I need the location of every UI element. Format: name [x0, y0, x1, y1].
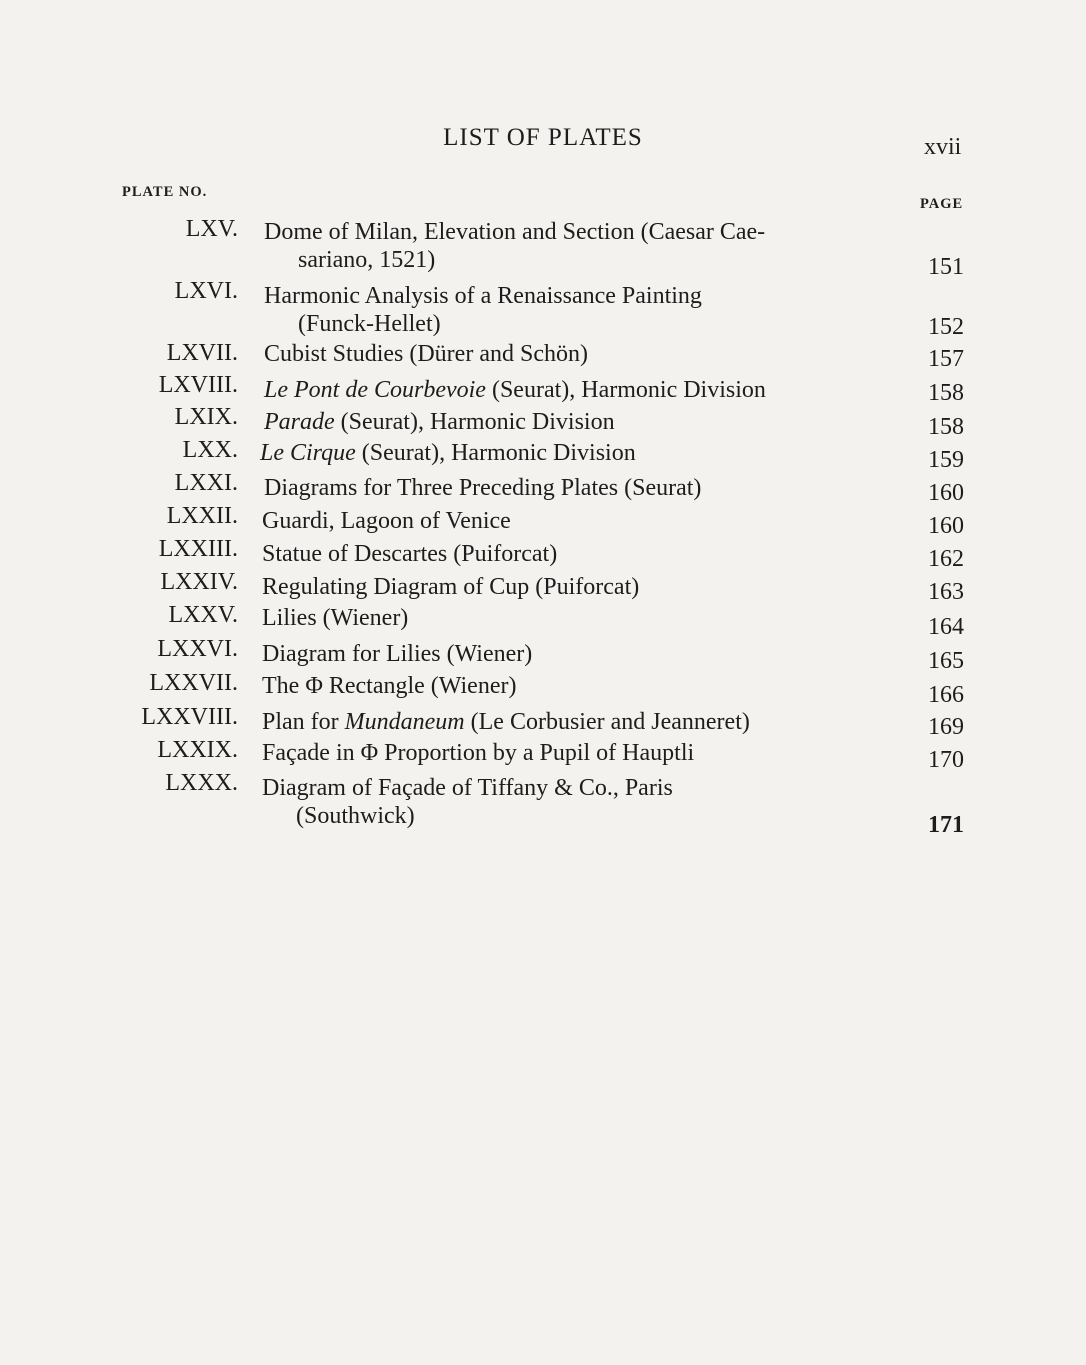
plate-title: Diagrams for Three Preceding Plates (Seurat)	[264, 475, 702, 501]
plate-title: Le Cirque (Seurat), Harmonic Division	[260, 440, 636, 466]
column-header-page: PAGE	[920, 196, 964, 212]
plate-number: LXXIII.	[158, 536, 238, 562]
column-header-plate: PLATE NO.	[122, 184, 208, 200]
plate-title: Regulating Diagram of Cup (Puiforcat)	[262, 574, 640, 600]
plate-number: LXXVII.	[149, 670, 238, 696]
plate-title: Guardi, Lagoon of Venice	[262, 508, 511, 534]
plate-page: 163	[928, 579, 964, 605]
plate-number: LXXV.	[168, 602, 238, 628]
plate-number: LXXIV.	[160, 569, 238, 595]
plate-title: Façade in Φ Proportion by a Pupil of Hauptli	[262, 740, 695, 766]
plate-title: Parade (Seurat), Harmonic Division	[264, 409, 615, 435]
plate-number: LXVII.	[166, 340, 238, 366]
plate-number: LXVI.	[174, 278, 238, 304]
plate-page: 158	[928, 380, 964, 406]
plate-number: LXXVIII.	[141, 704, 238, 730]
plate-page: 159	[928, 447, 964, 473]
plate-page: 158	[928, 414, 964, 440]
plate-title: Cubist Studies (Dürer and Schön)	[264, 341, 588, 367]
plate-number: LXVIII.	[158, 372, 238, 398]
plate-page: 166	[928, 682, 964, 708]
plate-title: Statue of Descartes (Puiforcat)	[262, 541, 558, 567]
page-title: LIST OF PLATES	[443, 124, 643, 151]
plate-number: LXV.	[185, 216, 238, 242]
plate-title: Le Pont de Courbevoie (Seurat), Harmonic Division	[264, 377, 766, 403]
plate-title: Lilies (Wiener)	[262, 605, 409, 631]
plate-title: The Φ Rectangle (Wiener)	[262, 673, 517, 699]
plate-page: 157	[928, 346, 964, 372]
plate-number: LXXI.	[174, 470, 238, 496]
plate-page: 162	[928, 546, 964, 572]
plate-page: 152	[928, 314, 964, 340]
plate-title: Diagram for Lilies (Wiener)	[262, 641, 533, 667]
plate-title: Diagram of Façade of Tiffany & Co., Paris (Southwick)	[262, 775, 673, 829]
plate-page: 164	[928, 614, 964, 640]
plate-title: Dome of Milan, Elevation and Section (Caesar Cae- sariano, 1521)	[264, 219, 766, 273]
plate-page: 169	[928, 714, 964, 740]
plate-number: LXXIX.	[157, 737, 238, 763]
plate-page: 165	[928, 648, 964, 674]
plate-page: 160	[928, 513, 964, 539]
plate-page: 151	[928, 254, 964, 280]
plate-number: LXXX.	[165, 770, 238, 796]
plate-page: 171	[928, 812, 964, 838]
plate-page: 160	[928, 480, 964, 506]
plate-number: LXX.	[182, 437, 238, 463]
plate-number: LXXII.	[166, 503, 238, 529]
plate-title: Plan for Mundaneum (Le Corbusier and Jeanneret)	[262, 709, 750, 735]
plate-number: LXIX.	[174, 404, 238, 430]
plate-page: 170	[928, 747, 964, 773]
plate-title: Harmonic Analysis of a Renaissance Painting (Funck-Hellet)	[264, 283, 702, 337]
page-number: xvii	[924, 134, 962, 160]
plate-number: LXXVI.	[157, 636, 238, 662]
